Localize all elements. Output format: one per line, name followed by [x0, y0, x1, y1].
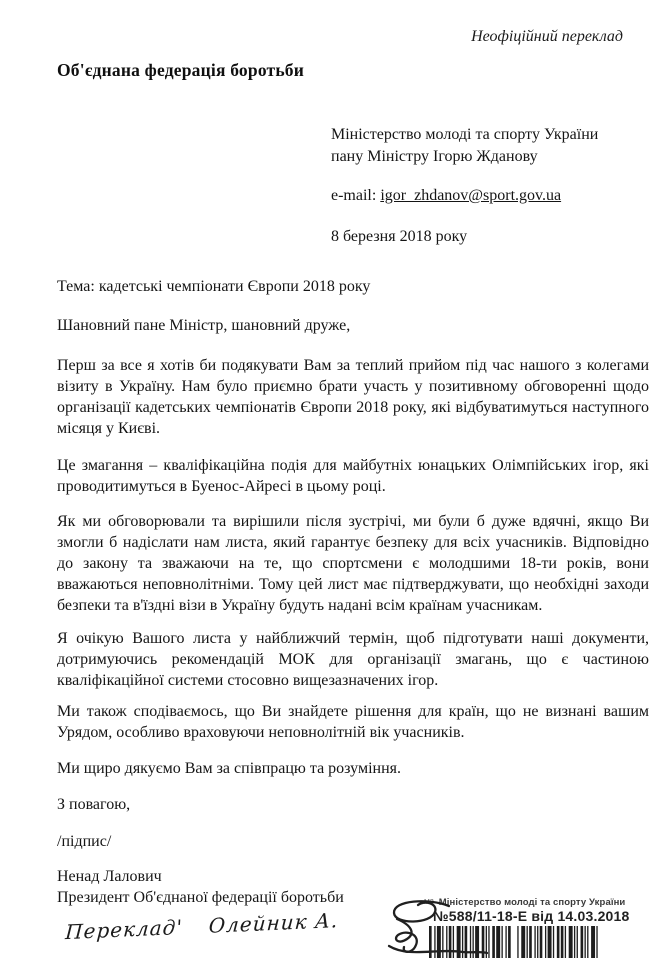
recipient-line1: Міністерство молоді та спорту України [331, 126, 599, 143]
letter-body [57, 276, 649, 908]
stamp-org-line: Міністерство молоді та спорту України [438, 897, 626, 908]
signature-placeholder: /підпис/ [57, 833, 112, 850]
stamp-number-line: №588/11-18-Е від 14.03.2018 [433, 908, 630, 924]
email-label: e-mail: [331, 187, 381, 204]
translation-note: Неофіційний переклад [471, 28, 623, 45]
handwritten-word: Олейник А. [208, 908, 340, 938]
recipient-line2: пану Міністру Ігорю Жданову [331, 148, 538, 165]
paragraph: Я очікую Вашого листа у найближчий термін, щоб підготувати наші документи, дотримуючись рекомендацій МОК для організації змагань, що є частиною кваліфікаційної системи стосовно вищезазначених ігор. [57, 630, 649, 689]
handwritten-translator-note [65, 907, 366, 944]
email-address: igor_zhdanov@sport.gov.ua [380, 187, 562, 204]
signer-name: Ненад Лалович [57, 868, 162, 885]
paragraph: Ми щиро дякуємо Вам за співпрацю та розуміння. [57, 760, 401, 777]
salutation: Шановний пане Міністр, шановний друже, [57, 317, 351, 334]
paragraph: Перш за все я хотів би подякувати Вам за теплий прийом під час нашого з колегами візиту в Україну. Нам було приємно брати участь у позитивному обговоренні щодо організації кадетських чемпіонатів Європи 2018 року, які відбуватимуться наступного місяця у Києві. [57, 357, 649, 437]
letterhead-org-name: Об'єднана федерація боротьби [57, 60, 305, 80]
subject-line: Тема: кадетські чемпіонати Європи 2018 року [57, 278, 371, 295]
letter-date: 8 березня 2018 року [331, 228, 468, 245]
paragraph: Ми також сподіваємось, що Ви знайдете рішення для країн, що не визнані вашим Урядом, особливо враховуючи неповнолітній вік учасників. [57, 703, 649, 741]
signature-scribble [383, 896, 493, 960]
email-line [331, 185, 598, 207]
handwritten-word: Переклад' [64, 914, 184, 945]
closing-line: З повагою, [57, 796, 131, 813]
paragraph: Це змагання – кваліфікаційна подія для майбутніх юнацьких Олімпійських ігор, які проводитимуться в Буенос-Айресі в цьому році. [57, 457, 649, 495]
paragraph: Як ми обговорювали та вирішили після зустрічі, ми були б дуже вдячні, якщо Ви змогли б надіслати нам листа, який гарантує безпеку для всіх учасників. Відповідно до закону та зважаючи на те, що спортсмени є молодшими 18-ти років, вони вважаються неповнолітніми. Тому цей лист має підтверджувати, що необхідні заходи безпеки та в'їздні візи в Україну будуть надані всім країнам учасникам. [57, 513, 649, 614]
recipient-block [331, 124, 598, 248]
signer-title: Президент Об'єднаної федерації боротьби [57, 889, 344, 906]
stamp-m2-mark: М2 [424, 899, 434, 906]
